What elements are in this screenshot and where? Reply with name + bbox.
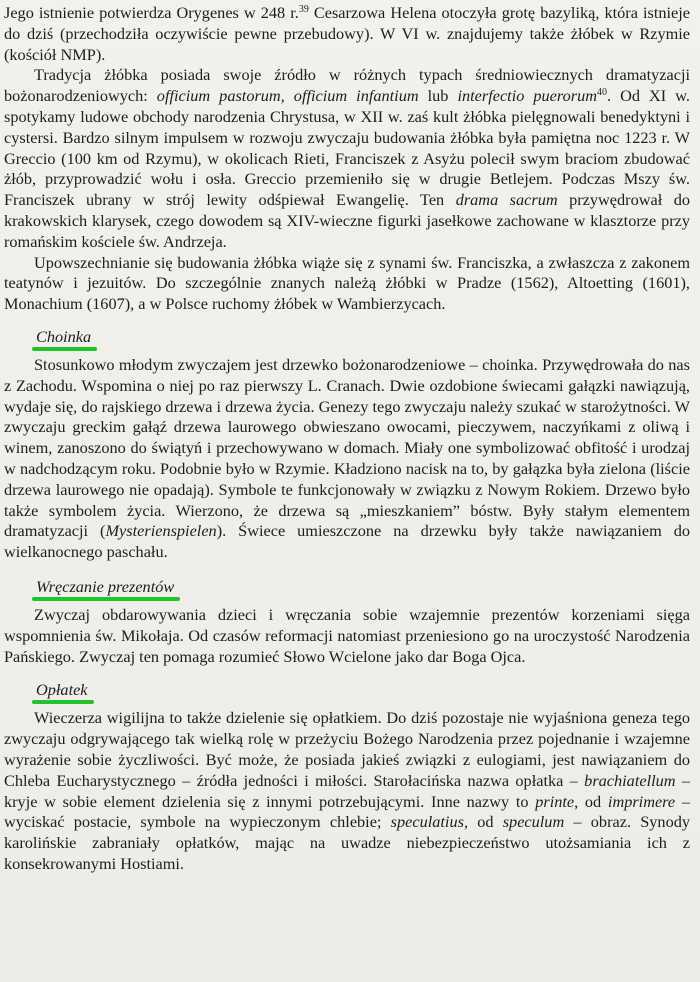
italic-term: brachiatellum [584, 770, 676, 790]
section-heading-choinka: Choinka [36, 327, 91, 350]
text-run: . Od XI w. spotykamy ludowe obchody narodzenia Chrystusa, w XII w. zaś kult żłóbka pielęgnowali benedyktyni i cystersi. Bardzo silnym impulsem w rozwoju zwyczaju budowania żłóbka była pamiętna noc 1223 r. W Greccio (100 km od Rzymu), w okolicach Rieti, Franciszek z Asyżu polecił swym braciom zbudować żłób, przyprowadzić wołu i osła. Greccio przemieniło się w drugie Betlejem. Podczas Mszy św. Franciszek ubrany w strój lewity odśpiewał Ewangelię. Ten [4, 86, 690, 210]
text-run: – obraz. Synody karolińskie zabraniały opłatków, mając na uwadze niebezpieczeństwo utożsamiania ich z konsekrowanymi Hostiami. [4, 812, 690, 873]
text-run: – kryje w sobie element dzielenia się z innymi potrzebującymi. Inne nazwy to [4, 770, 690, 811]
text-run: ). Świece umieszczone na drzewku były także nawiązaniem do wielkanocnego paschału. [4, 521, 691, 562]
italic-term: officium pastorum [156, 86, 281, 106]
section-heading-oplatek: Opłatek [36, 680, 88, 703]
paragraph-prezenty: Zwyczaj obdarowywania dzieci i wręczania sobie wzajemnie prezentów korzeniami sięga wspomnienia św. Mikołaja. Od czasów reformacji natomiast przeniesiono go na uroczystość Narodzenia Pańskiego. Zwyczaj ten pomaga rozumieć Słowo Wcielone jako dar Boga Ojca. [4, 604, 690, 666]
text-run: Tradycja żłóbka posiada swoje źródło w różnych typach średniowiecznych dramatyzacji bożonarodzeniowych: [4, 65, 690, 106]
paragraph-choinka [4, 355, 690, 563]
section-heading-wrap [4, 667, 690, 708]
italic-term: drama sacrum [455, 190, 558, 210]
italic-term: interfectio puerorum [457, 86, 598, 106]
text-run: , od [463, 812, 503, 832]
text-run: – wyciskać postacie, symbole na wypieczonym chlebie; [4, 791, 691, 832]
italic-term: printe [535, 791, 575, 811]
italic-term: speculum [502, 812, 565, 832]
text-run: lub [418, 86, 458, 106]
text-run: Cesarzowa Helena otoczyła grotę bazyliką, która istnieje do dziś (przechodziła oczywiście pewne przebudowy). W VI w. znajdujemy także żłóbek w Rzymie (kościół NMP). [4, 3, 690, 64]
paragraph-intro-2 [4, 65, 690, 252]
footnote-ref-40[interactable]: 40 [597, 87, 608, 99]
text-run: , od [574, 791, 608, 811]
italic-term: officium infantium [293, 86, 419, 106]
section-heading-wrap [4, 563, 690, 605]
italic-term: Mysterienspielen [105, 521, 217, 541]
italic-term: imprimere [607, 791, 676, 811]
text-run: przywędrował do krakowskich klarysek, czego dowodem są XIV-wieczne figurki jasełkowe zachowane w klasztorze przy romańskim kościele św. Andrzeja. [4, 190, 690, 251]
section-heading-wrap [4, 315, 690, 355]
text-run: Wieczerza wigilijna to także dzielenie się opłatkiem. Do dziś pozostaje nie wyjaśniona geneza tego zwyczaju odgrywającego tak wielką rolę w przeżyciu Bożego Narodzenia przez pojednanie i wzajemne wyrażenie sobie życzliwości. Być może, że posiada jakieś związki z eulogiami, jest nawiązaniem do Chleba Eucharystycznego – źródła jedności i miłości. Starołacińska nazwa opłatka – [4, 708, 690, 790]
text-run: Stosunkowo młodym zwyczajem jest drzewko bożonarodzeniowe – choinka. Przywędrowała do nas z Zachodu. Wspomina o niej po raz pierwszy L. Cranach. Dwie ozdobione świecami gałązki nawiązują, wydaje się, do rajskiego drzewa i drzewa życia. Genezy tego zwyczaju należy szukać w starożytności. W zwyczaju greckim gałąź drzewa laurowego obwieszano owocami, pieczywem, naczyńkami z oliwą i winem, zanoszono do świątyń i przechowywano w domach. Miały one symbolizować obfitość i urodzaj w nadchodzącym roku. Podobnie było w Rzymie. Kładziono nacisk na to, by gałązka była zielona (liście drzewa laurowego nie opadają). Symbole te funkcjonowały w związku z Nowym Rokiem. Drzewo było także symbolem życia. Wierzono, że drzewa są „mieszkaniem” bóstw. Były stałym elementem dramatyzacji ( [4, 354, 690, 541]
paragraph-intro-1 [4, 3, 690, 65]
text-run: Jego istnienie potwierdza Orygenes w 248 r. [4, 3, 299, 22]
section-heading-prezenty: Wręczanie prezentów [36, 577, 174, 600]
paragraph-oplatek [4, 708, 690, 874]
italic-term: speculatius [390, 812, 464, 832]
text-run: , [280, 86, 294, 106]
footnote-ref-39[interactable]: 39 [298, 4, 309, 15]
paragraph-intro-3: Upowszechnianie się budowania żłóbka wiąże się z synami św. Franciszka, a zwłaszcza z zakonem teatynów i jezuitów. Do szczególnie znanych należą żłóbki w Pradze (1562), Altoetting (1601), Monachium (1607), a w Polsce ruchomy żłóbek w Wambierzycach. [4, 252, 690, 314]
